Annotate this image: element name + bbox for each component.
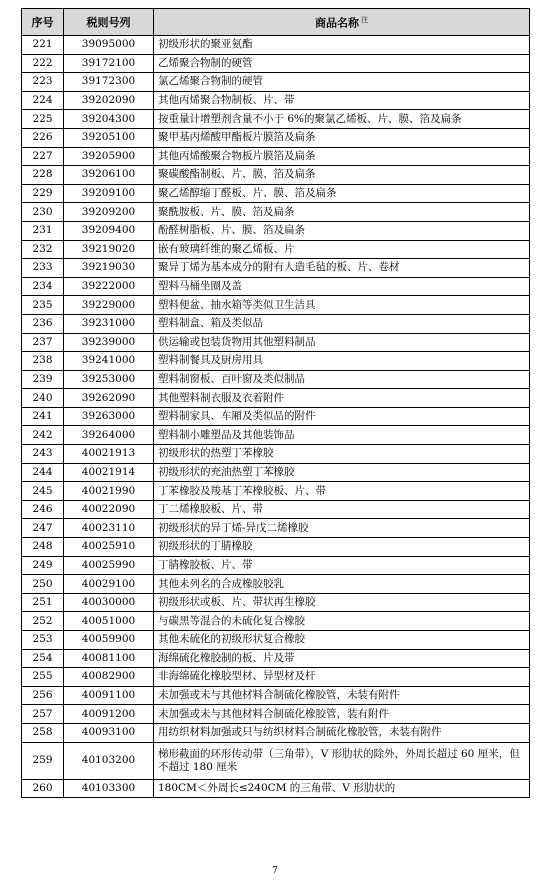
row-name: 嵌有玻璃纤维的聚乙烯板、片	[154, 240, 530, 259]
row-name: 其他丙烯酸聚合物板片膜箔及扁条	[154, 147, 530, 166]
table-row	[22, 370, 530, 389]
row-seq: 254	[22, 649, 64, 668]
table-row	[22, 407, 530, 426]
row-seq: 224	[22, 91, 64, 110]
row-code: 40093100	[64, 723, 154, 742]
table-row	[22, 314, 530, 333]
row-code: 40022090	[64, 500, 154, 519]
row-name: 塑料马桶坐圈及盖	[154, 277, 530, 296]
table-row	[22, 352, 530, 371]
row-seq: 260	[22, 779, 64, 798]
table-row	[22, 482, 530, 501]
row-seq: 230	[22, 203, 64, 222]
table-header-row	[22, 9, 530, 36]
tariff-table-container	[21, 8, 529, 798]
row-seq: 233	[22, 259, 64, 278]
header-name	[154, 9, 530, 36]
row-seq: 246	[22, 500, 64, 519]
row-name: 塑料便盆、抽水箱等类似卫生洁具	[154, 296, 530, 315]
row-code: 40051000	[64, 612, 154, 631]
table-row	[22, 631, 530, 650]
row-seq: 257	[22, 705, 64, 724]
row-name: 聚碳酸酯制板、片、膜、箔及扁条	[154, 166, 530, 185]
row-seq: 238	[22, 352, 64, 371]
row-seq: 243	[22, 445, 64, 464]
table-row	[22, 296, 530, 315]
header-name-text: 商品名称	[315, 16, 359, 30]
row-code: 40023110	[64, 519, 154, 538]
row-code: 39209200	[64, 203, 154, 222]
table-row	[22, 166, 530, 185]
row-code: 40029100	[64, 575, 154, 594]
row-seq: 231	[22, 221, 64, 240]
table-row	[22, 593, 530, 612]
row-seq: 229	[22, 184, 64, 203]
row-code: 39263000	[64, 407, 154, 426]
row-name: 与碳黑等混合的未硫化复合橡胶	[154, 612, 530, 631]
row-seq: 236	[22, 314, 64, 333]
row-name: 其他未硫化的初级形状复合橡胶	[154, 631, 530, 650]
row-name: 其他塑料制衣服及衣着附件	[154, 389, 530, 408]
row-code: 39231000	[64, 314, 154, 333]
table-row	[22, 649, 530, 668]
row-name: 初级形状或板、片、带状再生橡胶	[154, 593, 530, 612]
table-row	[22, 668, 530, 687]
table-row	[22, 519, 530, 538]
row-name: 未加强或未与其他材料合制硫化橡胶管，装有附件	[154, 705, 530, 724]
row-seq: 249	[22, 556, 64, 575]
row-code: 39239000	[64, 333, 154, 352]
row-name: 按重量计增塑剂含量不小于 6%的聚氯乙烯板、片、膜、箔及扁条	[154, 110, 530, 129]
row-seq: 241	[22, 407, 64, 426]
row-name: 塑料制家具、车厢及类似品的附件	[154, 407, 530, 426]
table-row	[22, 556, 530, 575]
row-name: 初级形状的聚亚氨酯	[154, 36, 530, 55]
row-code: 39209400	[64, 221, 154, 240]
row-code: 40081100	[64, 649, 154, 668]
row-code: 39241000	[64, 352, 154, 371]
row-code: 39229000	[64, 296, 154, 315]
table-row	[22, 259, 530, 278]
row-seq: 240	[22, 389, 64, 408]
row-seq: 256	[22, 686, 64, 705]
row-seq: 248	[22, 538, 64, 557]
row-name: 其他丙烯聚合物制板、片、带	[154, 91, 530, 110]
row-seq: 232	[22, 240, 64, 259]
row-name: 未加强或未与其他材料合制硫化橡胶管，未装有附件	[154, 686, 530, 705]
tariff-table	[21, 8, 530, 798]
row-seq: 245	[22, 482, 64, 501]
row-code: 39202090	[64, 91, 154, 110]
table-row	[22, 389, 530, 408]
row-name: 海绵硫化橡胶制的板、片及带	[154, 649, 530, 668]
row-name: 酚醛树脂板、片、膜、箔及扁条	[154, 221, 530, 240]
row-name: 初级形状的热塑丁苯橡胶	[154, 445, 530, 464]
row-code: 39264000	[64, 426, 154, 445]
table-row	[22, 128, 530, 147]
table-row	[22, 54, 530, 73]
row-seq: 227	[22, 147, 64, 166]
row-seq: 237	[22, 333, 64, 352]
row-seq: 235	[22, 296, 64, 315]
row-name: 塑料制餐具及厨房用具	[154, 352, 530, 371]
row-name: 180CM＜外周长≤240CM 的三角带、V 形肋状的	[154, 779, 530, 798]
row-seq: 228	[22, 166, 64, 185]
row-seq: 250	[22, 575, 64, 594]
row-seq: 239	[22, 370, 64, 389]
row-name: 用纺织材料加强或只与纺织材料合制硫化橡胶管，未装有附件	[154, 723, 530, 742]
row-code: 39205900	[64, 147, 154, 166]
row-name: 供运输或包装货物用其他塑料制品	[154, 333, 530, 352]
row-seq: 234	[22, 277, 64, 296]
row-seq: 244	[22, 463, 64, 482]
row-seq: 225	[22, 110, 64, 129]
row-seq: 223	[22, 73, 64, 92]
row-name: 乙烯聚合物制的硬管	[154, 54, 530, 73]
table-body	[22, 36, 530, 798]
row-name: 聚甲基丙烯酸甲酯板片膜箔及扁条	[154, 128, 530, 147]
row-code: 39095000	[64, 36, 154, 55]
table-row	[22, 110, 530, 129]
row-code: 39219020	[64, 240, 154, 259]
table-row	[22, 779, 530, 798]
table-row	[22, 333, 530, 352]
header-note-mark: 注	[361, 16, 368, 25]
row-code: 40091200	[64, 705, 154, 724]
row-name: 非海绵硫化橡胶型材、异型材及杆	[154, 668, 530, 687]
row-seq: 255	[22, 668, 64, 687]
row-seq: 253	[22, 631, 64, 650]
row-name: 聚乙烯醇缩丁醛板、片、膜、箔及扁条	[154, 184, 530, 203]
row-code: 40025990	[64, 556, 154, 575]
row-name: 聚酰胺板、片、膜、箔及扁条	[154, 203, 530, 222]
row-name: 塑料制盒、箱及类似品	[154, 314, 530, 333]
row-code: 39219030	[64, 259, 154, 278]
row-code: 40021913	[64, 445, 154, 464]
table-row	[22, 538, 530, 557]
table-row	[22, 240, 530, 259]
table-row	[22, 575, 530, 594]
table-row	[22, 612, 530, 631]
row-seq: 259	[22, 742, 64, 779]
row-code: 40091100	[64, 686, 154, 705]
row-code: 39172300	[64, 73, 154, 92]
row-seq: 242	[22, 426, 64, 445]
table-row	[22, 73, 530, 92]
row-code: 39205100	[64, 128, 154, 147]
row-name: 塑料制窗板、百叶窗及类似制品	[154, 370, 530, 389]
row-name: 丁腈橡胶板、片、带	[154, 556, 530, 575]
row-code: 40103200	[64, 742, 154, 779]
table-row	[22, 426, 530, 445]
header-seq: 序号	[22, 9, 64, 36]
table-row	[22, 91, 530, 110]
table-row	[22, 147, 530, 166]
table-row	[22, 184, 530, 203]
row-code: 40103300	[64, 779, 154, 798]
row-code: 39262090	[64, 389, 154, 408]
row-name: 聚异丁烯为基本成分的附有人造毛毡的板、片、卷材	[154, 259, 530, 278]
row-code: 40025910	[64, 538, 154, 557]
row-code: 40082900	[64, 668, 154, 687]
row-name: 梯形截面的环形传动带（三角带），V 形肋状的除外，外周长超过 60 厘米，但不超过 180 厘米	[154, 742, 530, 779]
table-row	[22, 221, 530, 240]
row-name: 塑料制小雕塑品及其他装饰品	[154, 426, 530, 445]
row-name: 初级形状的丁腈橡胶	[154, 538, 530, 557]
table-row	[22, 463, 530, 482]
row-code: 40021914	[64, 463, 154, 482]
row-seq: 226	[22, 128, 64, 147]
row-code: 40030000	[64, 593, 154, 612]
table-row	[22, 277, 530, 296]
row-seq: 258	[22, 723, 64, 742]
table-row	[22, 500, 530, 519]
row-code: 39206100	[64, 166, 154, 185]
table-row	[22, 445, 530, 464]
table-row	[22, 203, 530, 222]
table-row	[22, 723, 530, 742]
row-code: 40021990	[64, 482, 154, 501]
table-row	[22, 742, 530, 779]
row-code: 39172100	[64, 54, 154, 73]
row-seq: 247	[22, 519, 64, 538]
row-name: 初级形状的异丁烯-异戊二烯橡胶	[154, 519, 530, 538]
row-name: 丁二烯橡胶板、片、带	[154, 500, 530, 519]
row-name: 氯乙烯聚合物制的硬管	[154, 73, 530, 92]
row-seq: 252	[22, 612, 64, 631]
table-row	[22, 705, 530, 724]
row-code: 40059900	[64, 631, 154, 650]
row-name: 其他未列名的合成橡胶胶乳	[154, 575, 530, 594]
row-code: 39253000	[64, 370, 154, 389]
row-seq: 251	[22, 593, 64, 612]
table-row	[22, 36, 530, 55]
row-name: 初级形状的充油热塑丁苯橡胶	[154, 463, 530, 482]
row-code: 39209100	[64, 184, 154, 203]
row-code: 39204300	[64, 110, 154, 129]
row-name: 丁苯橡胶及羧基丁苯橡胶板、片、带	[154, 482, 530, 501]
row-seq: 222	[22, 54, 64, 73]
header-code: 税则号列	[64, 9, 154, 36]
page-number: 7	[272, 866, 278, 876]
row-seq: 221	[22, 36, 64, 55]
table-row	[22, 686, 530, 705]
row-code: 39222000	[64, 277, 154, 296]
